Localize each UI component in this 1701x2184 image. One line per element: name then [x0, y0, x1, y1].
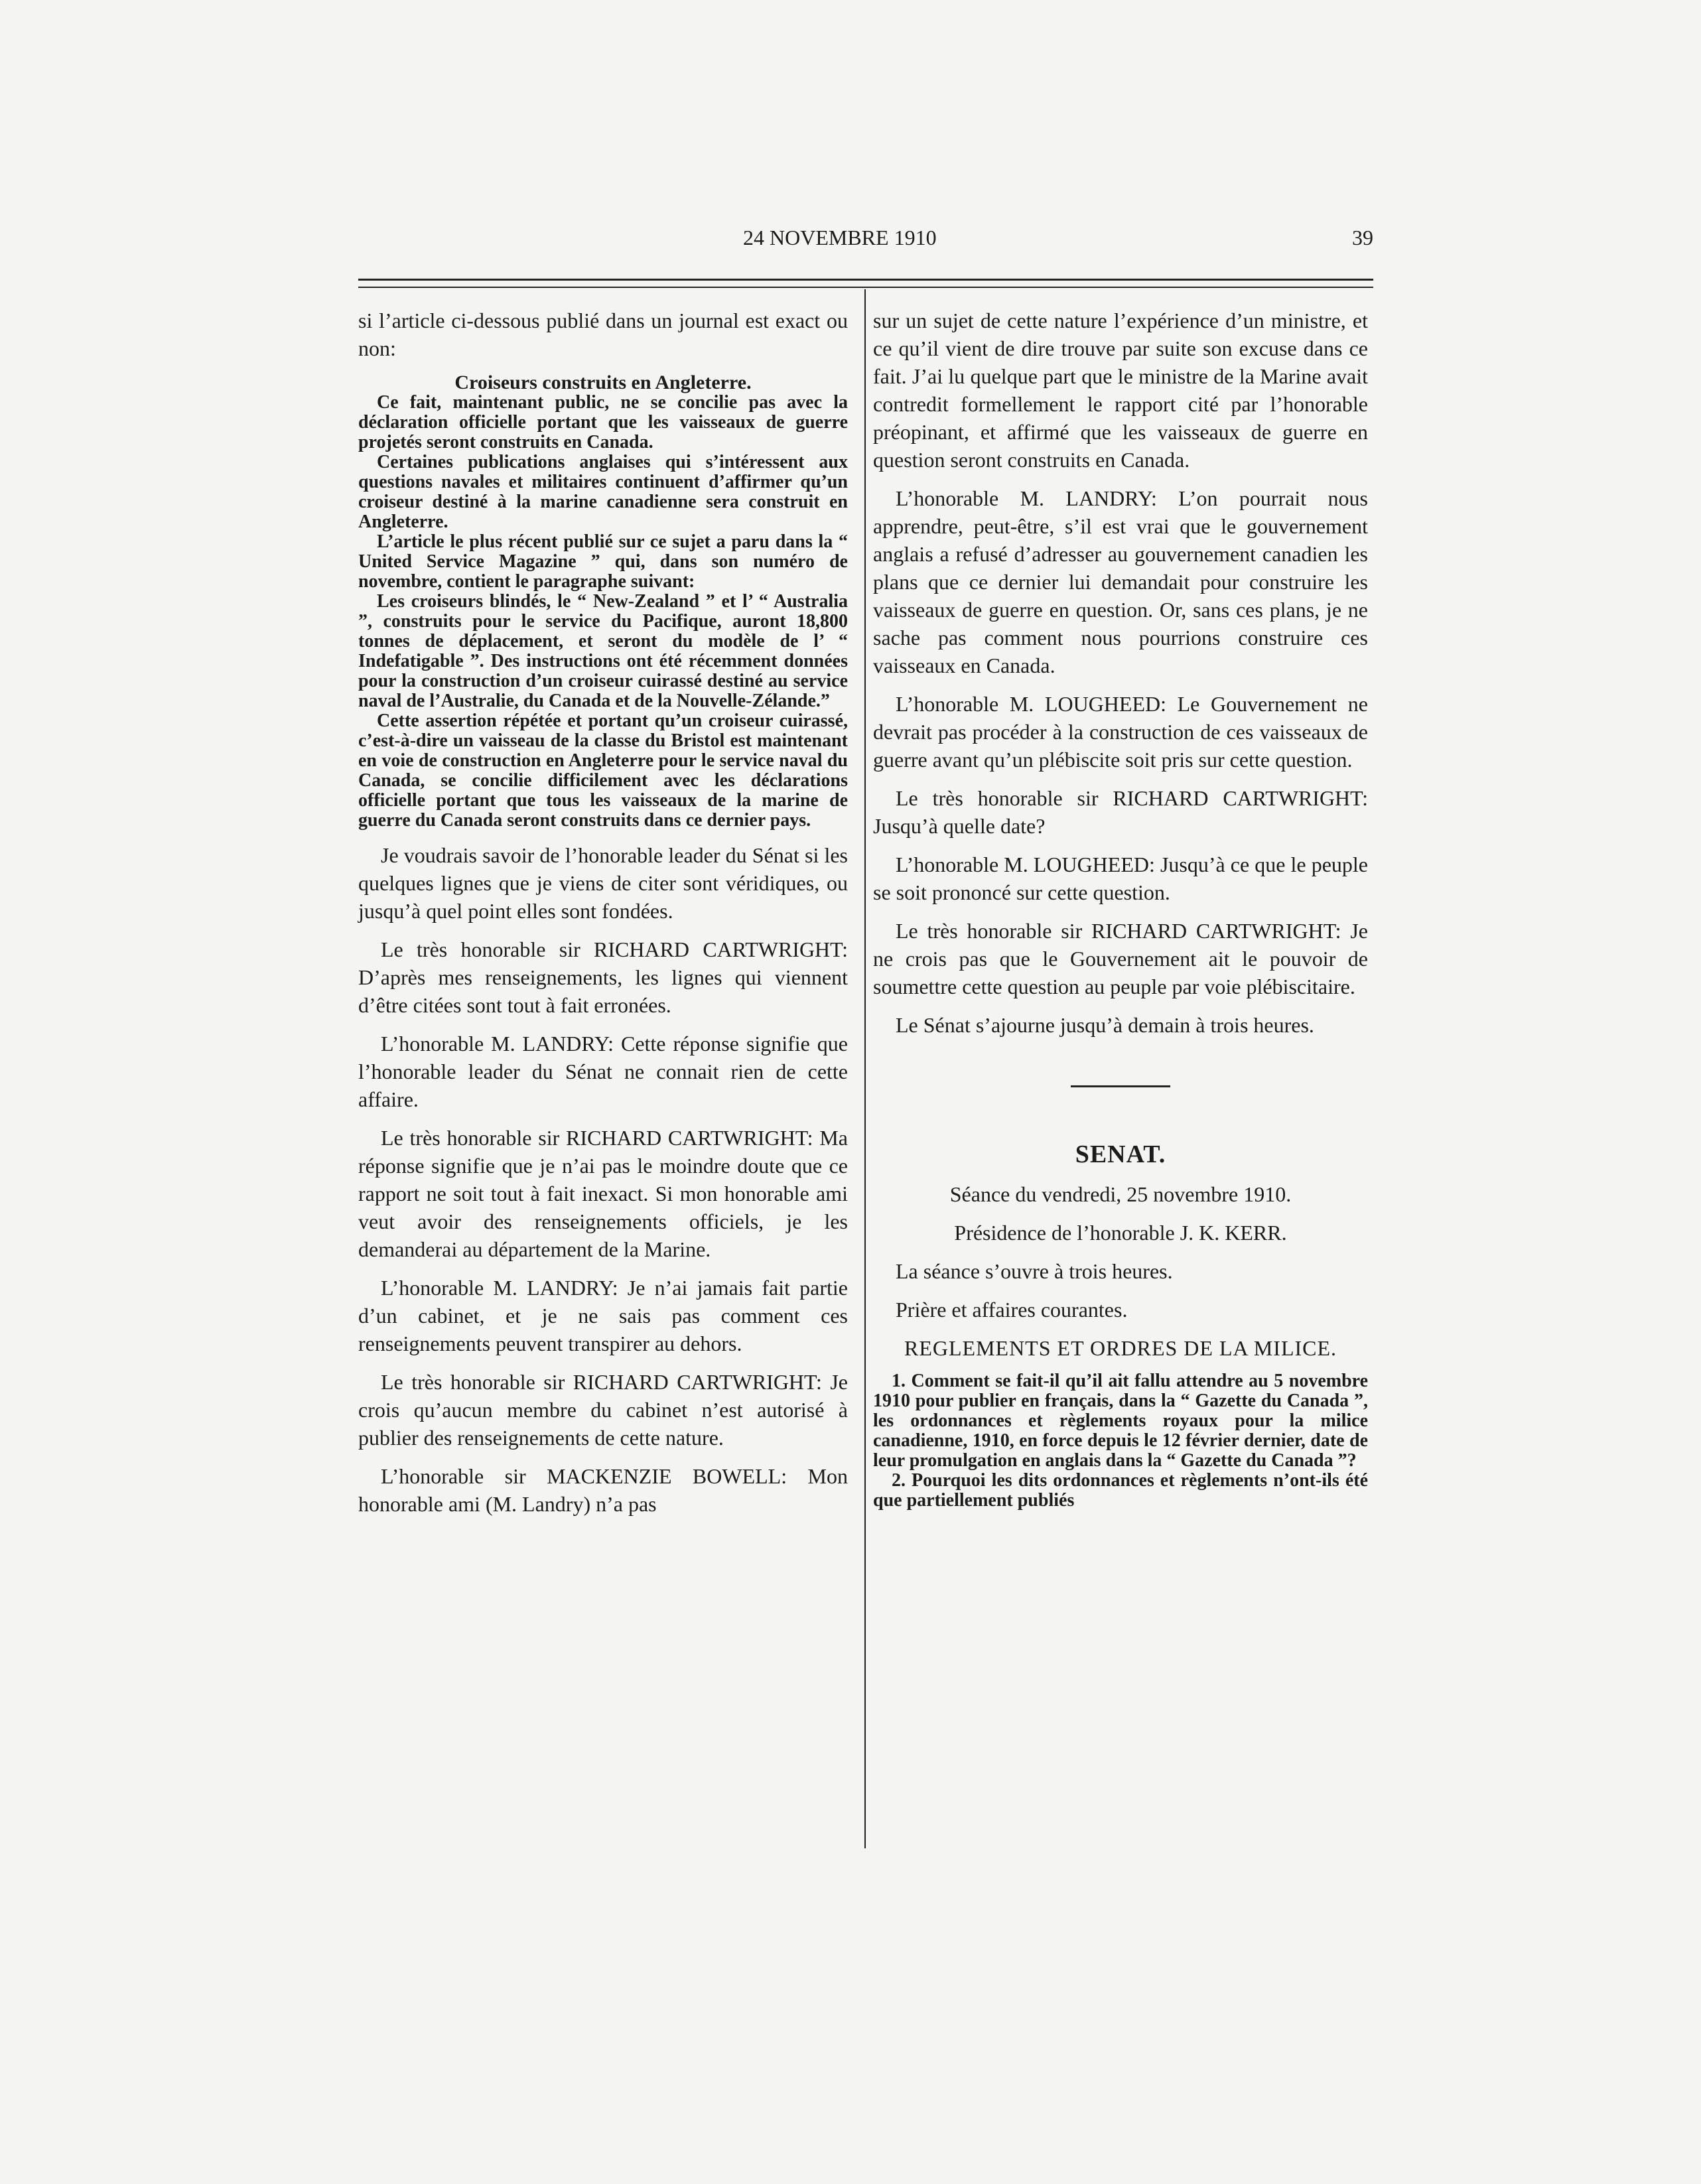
quoted-article — [358, 373, 848, 831]
question-item: 2. Pourquoi les dits ordonnances et règlements n’ont-ils été que partiellement publiés — [873, 1470, 1368, 1511]
section-divider — [1071, 1085, 1170, 1087]
page-header — [358, 226, 1373, 259]
paragraph: L’honorable M. LOUGHEED: Le Gouvernement ne devrait pas procéder à la construction de ces vaisseaux de guerre avant qu’un plébiscite soit pris sur cette question. — [873, 692, 1368, 772]
quote-paragraph: Cette assertion répétée et portant qu’un croiseur cuirassé, c’est-à-dire un vaisseau de la classe du Bristol est maintenant en voie de construction en Angleterre pour le service naval du Canada, se concilie difficilement avec les déclarations officielle portant que tous les vaisseaux de la marine de guerre du Canada seront construits dans ce dernier pays. — [358, 711, 848, 831]
paragraph: L’honorable M. LANDRY: Je n’ai jamais fait partie d’un cabinet, et je ne sais pas comment ces renseignements peuvent transpirer au dehors. — [358, 1276, 848, 1355]
quote-paragraph: Ce fait, maintenant public, ne se concilie pas avec la déclaration officielle portant que les vaisseaux de guerre projetés seront construits en Canada. — [358, 392, 848, 452]
section-heading: REGLEMENTS ET ORDRES DE LA MILICE. — [904, 1336, 1337, 1360]
paragraph: L’honorable M. LOUGHEED: Jusqu’à ce que le peuple se soit prononcé sur cette question. — [873, 853, 1368, 904]
paragraph: Le très honorable sir RICHARD CARTWRIGHT: Je ne crois pas que le Gouvernement ait le pouvoir de soumettre cette question au peuple par voie plébiscitaire. — [873, 919, 1368, 998]
paragraph: La séance s’ouvre à trois heures. — [896, 1259, 1173, 1283]
paragraph: L’honorable M. LANDRY: L’on pourrait nous apprendre, peut-être, s’il est vrai que le gouvernement anglais a refusé d’adresser au gouvernement canadien les plans que ce dernier lui demandait pour construire les vaisseaux de guerre en question. Or, sans ces plans, je ne sache pas comment nous pourrions construire ces vaisseaux en Canada. — [873, 486, 1368, 677]
paragraph: sur un sujet de cette nature l’expérience d’un ministre, et ce qu’il vient de dire trouve par suite son excuse dans ce fait. J’ai lu quelque part que le ministre de la Marine avait contredit formellement le rapport cité par l’honorable préopinant, et affirmé que les vaisseaux de guerre en question seront construits en Canada. — [873, 308, 1368, 472]
quote-paragraph: Les croiseurs blindés, le “ New-Zealand ” et l’ “ Australia ”, construits pour le service du Pacifique, auront 18,800 tonnes de déplacement, et seront du modèle de l’ “ Indefatigable ”. Des instructions ont été récemment données pour la construction d’un croiseur cuirassé destiné au service naval de l’Australie, du Canada et de la Nouvelle-Zélande.” — [358, 591, 848, 711]
questions-list — [873, 1371, 1368, 1511]
paragraph: Le très honorable sir RICHARD CARTWRIGHT: Jusqu’à quelle date? — [873, 786, 1368, 838]
senat-title: SENAT. — [1075, 1140, 1166, 1168]
paragraph: Le Sénat s’ajourne jusqu’à demain à trois heures. — [896, 1013, 1314, 1037]
quote-paragraph: Certaines publications anglaises qui s’intéressent aux questions navales et militaires continuent d’affirmer qu’un croiseur destiné à la marine canadienne sera construit en Angleterre. — [358, 452, 848, 532]
header-rule-secondary — [358, 287, 1373, 288]
seance-date: Séance du vendredi, 25 novembre 1910. — [949, 1182, 1292, 1206]
quote-paragraph: L’article le plus récent publié sur ce sujet a paru dans la “ United Service Magazine ” qui, dans son numéro de novembre, contient le paragraphe suivant: — [358, 531, 848, 592]
right-column — [873, 307, 1368, 1511]
paragraph: L’honorable M. LANDRY: Cette réponse signifie que l’honorable leader du Sénat ne connait rien de cette affaire. — [358, 1032, 848, 1111]
header-rule — [358, 279, 1373, 281]
paragraph: Je voudrais savoir de l’honorable leader du Sénat si les quelques lignes que je viens de citer sont véridiques, ou jusqu’à quel point elles sont fondées. — [358, 843, 848, 923]
paragraph: L’honorable sir MACKENZIE BOWELL: Mon honorable ami (M. Landry) n’a pas — [358, 1464, 848, 1516]
column-divider — [864, 289, 866, 1848]
page-number: 39 — [1352, 226, 1373, 249]
left-column — [358, 307, 848, 1529]
paragraph: Le très honorable sir RICHARD CARTWRIGHT: Je crois qu’aucun membre du cabinet n’est autorisé à publier des renseignements de cette nature. — [358, 1370, 848, 1450]
header-date: 24 NOVEMBRE 1910 — [743, 226, 937, 249]
presidence: Présidence de l’honorable J. K. KERR. — [954, 1221, 1287, 1245]
quote-title: Croiseurs construits en Angleterre. — [454, 372, 752, 393]
paragraph: Le très honorable sir RICHARD CARTWRIGHT: D’après mes renseignements, les lignes qui viennent d’être citées sont tout à fait erronées. — [358, 937, 848, 1017]
paragraph: si l’article ci-dessous publié dans un journal est exact ou non: — [358, 308, 848, 360]
question-item: 1. Comment se fait-il qu’il ait fallu attendre au 5 novembre 1910 pour publier en français, dans la “ Gazette du Canada ”, les ordonnances et règlements royaux pour la milice canadienne, 1910, en force depuis le 12 février dernier, date de leur promulgation en anglais dans la “ Gazette du Canada ”? — [873, 1371, 1368, 1471]
paragraph: Le très honorable sir RICHARD CARTWRIGHT: Ma réponse signifie que je n’ai pas le moindre doute que ce rapport ne soit tout à fait inexact. Si mon honorable ami veut avoir des renseignements officiels, je les demanderai au département de la Marine. — [358, 1126, 848, 1261]
paragraph: Prière et affaires courantes. — [896, 1298, 1128, 1322]
